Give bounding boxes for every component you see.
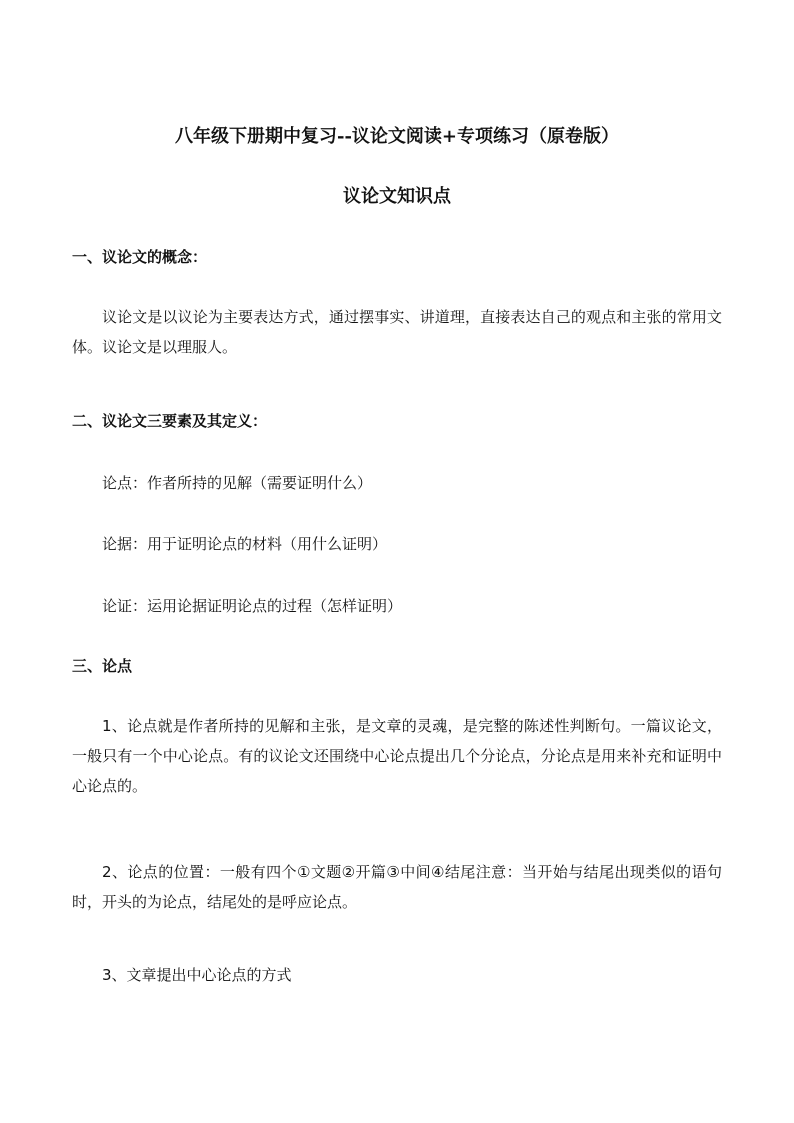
argument-paragraph-1: 1、论点就是作者所持的见解和主张，是文章的灵魂，是完整的陈述性判断句。一篇议论文，一般只有一个中心论点。有的议论文还围绕中心论点提出几个分论点，分论点是用来补充和证明中心论点的。 [72,717,722,795]
argument-paragraph-2: 2、论点的位置：一般有四个①文题②开篇③中间④结尾注意：当开始与结尾出现类似的语句时，开头的为论点，结尾处的是呼应论点。 [72,863,722,911]
document-subtitle: 议论文知识点 [343,186,451,207]
argument-paragraph-3: 3、文章提出中心论点的方式 [102,966,292,984]
element-item-reasoning: 论证：运用论据证明论点的过程（怎样证明） [102,597,403,615]
section-heading-elements: 二、议论文三要素及其定义： [72,412,268,430]
element-item-evidence: 论据：用于证明论点的材料（用什么证明） [102,535,388,553]
concept-paragraph: 议论文是以议论为主要表达方式，通过摆事实、讲道理，直接表达自己的观点和主张的常用文体。议论文是以理服人。 [72,308,722,356]
document-title: 八年级下册期中复习--议论文阅读+专项练习（原卷版） [174,126,620,147]
section-heading-argument: 三、论点 [72,657,133,675]
element-item-argument: 论点：作者所持的见解（需要证明什么） [102,474,373,492]
section-heading-concept: 一、议论文的概念： [72,248,208,266]
